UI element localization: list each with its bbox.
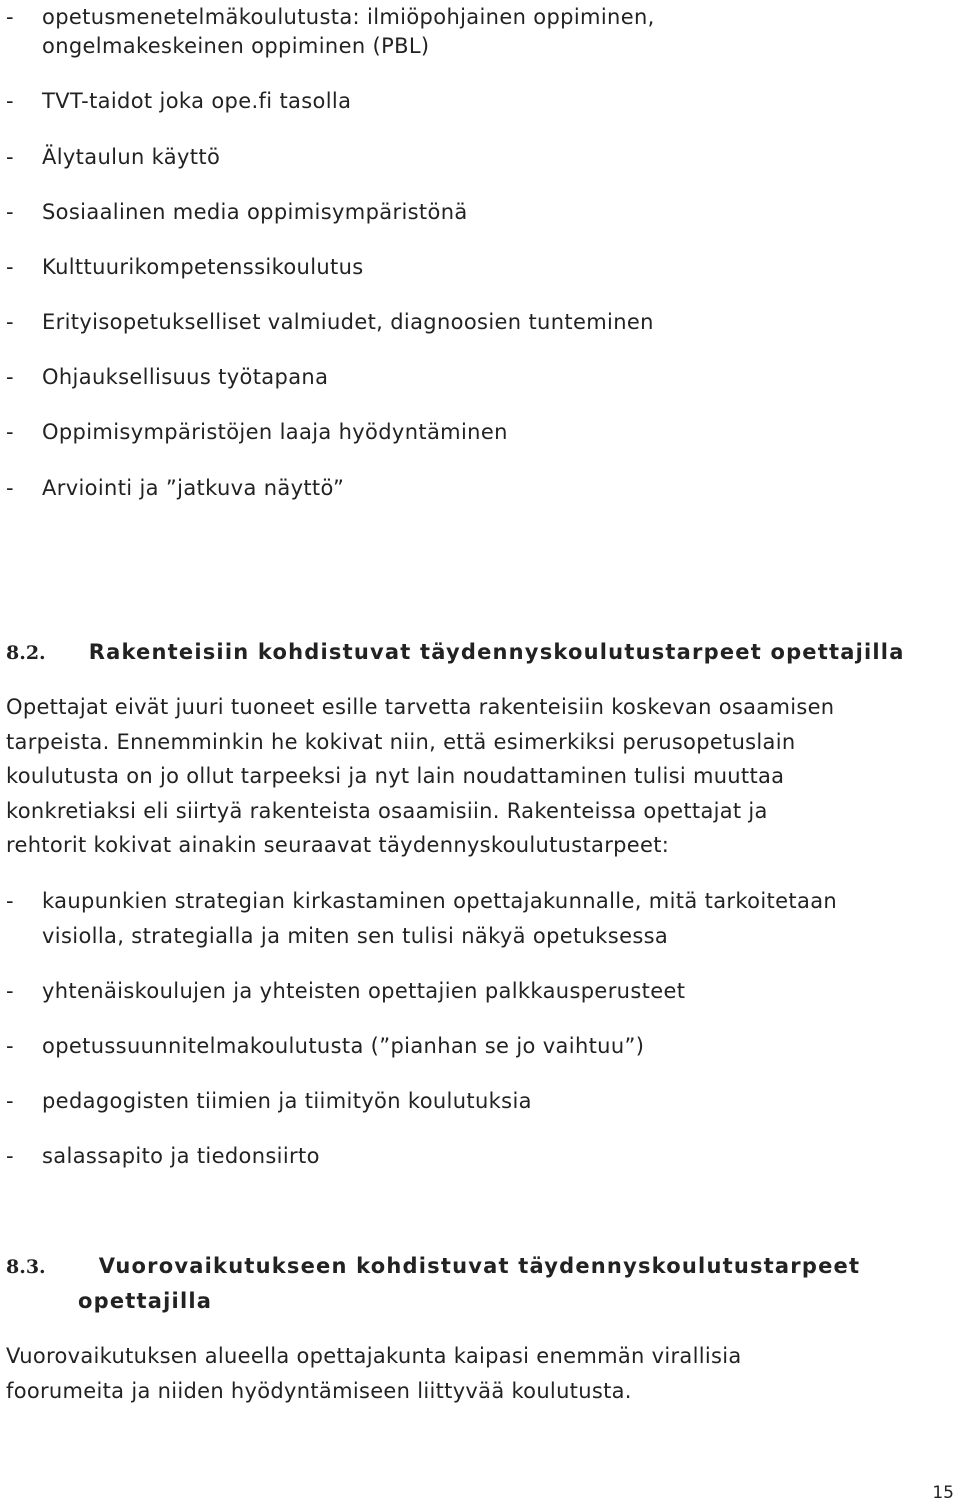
list-item-text: pedagogisten tiimien ja tiimityön koulutuksia: [42, 1089, 532, 1113]
list-item-text: salassapito ja tiedonsiirto: [42, 1144, 320, 1168]
section-title: opettajilla: [78, 1289, 213, 1313]
bullet-dash: -: [6, 255, 14, 279]
bullet-dash: -: [6, 889, 14, 913]
bullet-dash: -: [6, 310, 14, 334]
bullet-dash: -: [6, 420, 14, 444]
list-item-text: Älytaulun käyttö: [42, 145, 221, 169]
paragraph-line: tarpeista. Ennemminkin he kokivat niin, että esimerkiksi perusopetuslain: [6, 729, 796, 754]
page-number: 15: [932, 1483, 954, 1503]
bullet-dash: -: [6, 365, 14, 389]
paragraph-line: konkretiaksi eli siirtyä rakenteista osaamisiin. Rakenteissa opettajat ja: [6, 798, 768, 823]
list-item-text: opetussuunnitelmakoulutusta (”pianhan se jo vaihtuu”): [42, 1034, 645, 1058]
bullet-dash: -: [6, 1034, 14, 1058]
list-item-text: Oppimisympäristöjen laaja hyödyntäminen: [42, 420, 508, 444]
list-item-text: Kulttuurikompetenssikoulutus: [42, 255, 364, 279]
list-item-text: kaupunkien strategian kirkastaminen opettajakunnalle, mitä tarkoitetaan: [42, 889, 838, 913]
paragraph-line: foorumeita ja niiden hyödyntämiseen liittyvää koulutusta.: [6, 1378, 632, 1403]
bullet-dash: -: [6, 145, 14, 169]
section-title: Rakenteisiin kohdistuvat täydennyskoulutustarpeet opettajilla: [88, 640, 905, 664]
bullet-dash: -: [6, 89, 14, 113]
bullet-dash: -: [6, 979, 14, 1003]
list-item-text: Erityisopetukselliset valmiudet, diagnoosien tunteminen: [42, 310, 654, 334]
section-number: 8.3.: [6, 1256, 46, 1278]
list-item-text: yhtenäiskoulujen ja yhteisten opettajien palkkausperusteet: [42, 979, 686, 1003]
list-item-text: Arviointi ja ”jatkuva näyttö”: [42, 476, 345, 500]
bullet-dash: -: [6, 1144, 14, 1168]
list-item-text: Ohjauksellisuus työtapana: [42, 365, 329, 389]
paragraph-line: Opettajat eivät juuri tuoneet esille tarvetta rakenteisiin koskevan osaamisen: [6, 695, 835, 719]
section-paragraph: [6, 1339, 956, 1408]
section-heading-8-2: [6, 635, 905, 670]
bullet-dash: -: [6, 1089, 14, 1113]
list-item-text: ongelmakeskeinen oppiminen (PBL): [42, 34, 430, 58]
paragraph-line: Vuorovaikutuksen alueella opettajakunta kaipasi enemmän virallisia: [6, 1344, 742, 1368]
bullet-dash: -: [6, 200, 14, 224]
list-item-text: visiolla, strategialla ja miten sen tulisi näkyä opetuksessa: [42, 924, 669, 948]
section-paragraph: [6, 690, 956, 863]
paragraph-line: koulutusta on jo ollut tarpeeksi ja nyt lain noudattaminen tulisi muuttaa: [6, 764, 785, 788]
list-item-text: Sosiaalinen media oppimisympäristönä: [42, 200, 468, 224]
bullet-dash: -: [6, 476, 14, 500]
paragraph-line: rehtorit kokivat ainakin seuraavat täydennyskoulutustarpeet:: [6, 833, 670, 857]
section-number: 8.2.: [6, 642, 46, 664]
section-title: Vuorovaikutukseen kohdistuvat täydennyskoulutustarpeet: [98, 1254, 861, 1278]
section-heading-8-3-continuation: [78, 1284, 212, 1318]
bullet-dash: -: [6, 5, 14, 29]
list-item-text: TVT-taidot joka ope.fi tasolla: [42, 89, 352, 113]
section-heading-8-3: [6, 1249, 860, 1284]
list-item-text: opetusmenetelmäkoulutusta: ilmiöpohjainen oppiminen,: [42, 5, 655, 29]
